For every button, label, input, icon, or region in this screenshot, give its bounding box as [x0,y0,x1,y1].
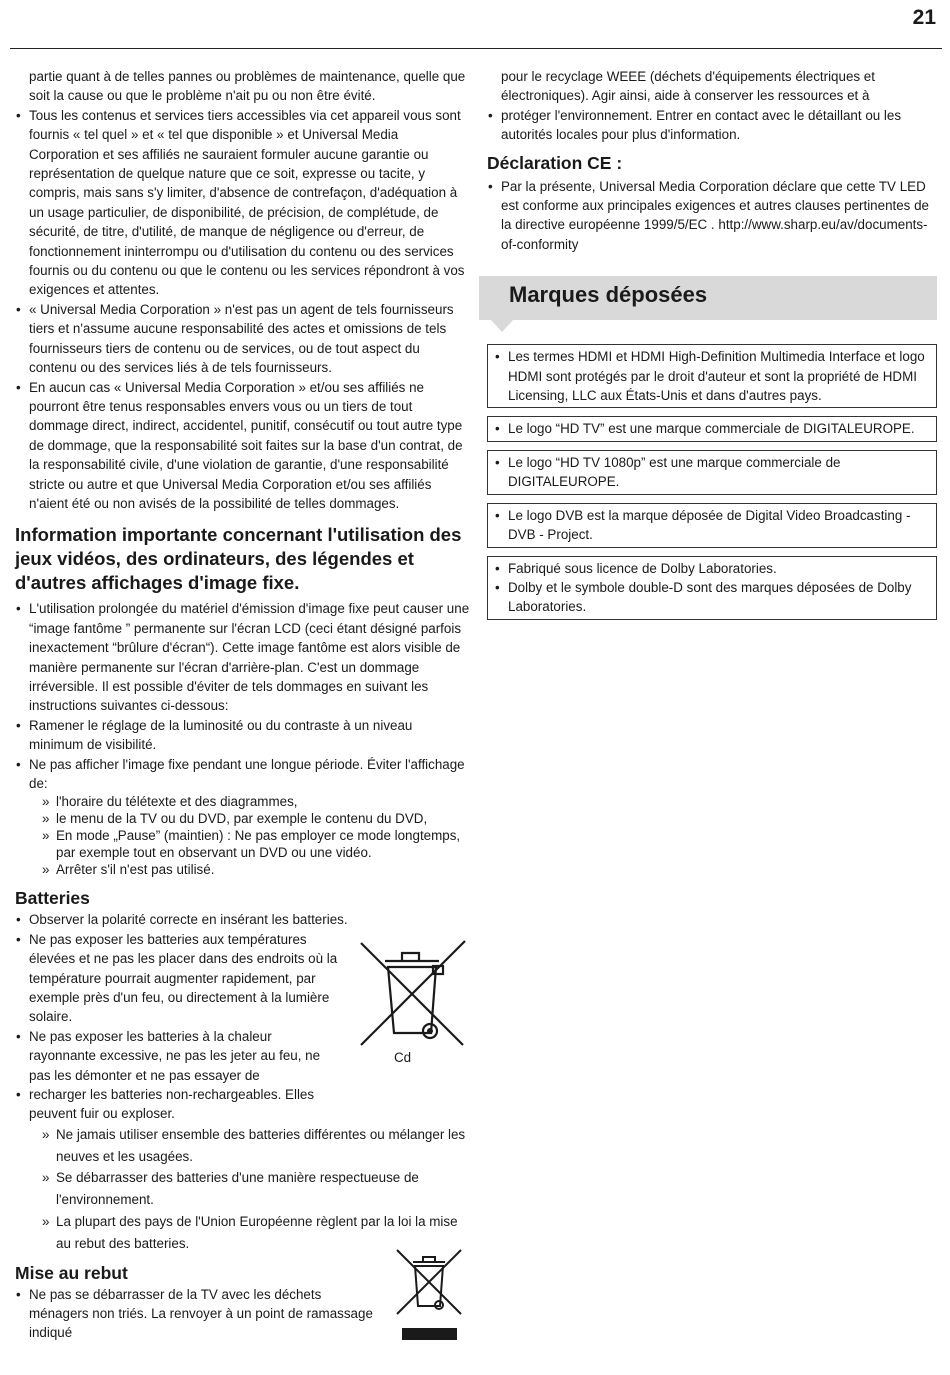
header-rule [10,48,942,49]
sub-item: » Se débarrasser des batteries d'une manière respectueuse de l'environnement. [42,1167,470,1211]
list-item: • Ne pas se débarrasser de la TV avec les déchets ménagers non triés. La renvoyer à un point de ramassage indiqué [15,1285,374,1343]
list-item: • Ne pas exposer les batteries aux températures élevées et ne pas les placer dans des endroits où la température pourrait augmenter rapidement, par exemple près d'un feu, ou directement à la lumière solaire. [15,930,345,1027]
trademark-box-hdtv-1080p [487,450,937,495]
list-item: • Ne pas exposer les batteries à la chaleur rayonnante excessive, ne pas les jeter au feu, ne pas les démonter et ne pas essayer de [15,1027,329,1085]
weee-list [487,106,937,145]
crossed-bin-icon [357,939,469,1069]
list-item: • En aucun cas « Universal Media Corporation » et/ou ses affiliés ne pourront être tenus responsables envers vous ou un tiers de tout dommage direct, indirect, accidentel, punitif, consécutif ou tout autre type de dommage, que la responsabilité soit faites sur la base d'un contrat, de la responsabilité civile, d'une violation de garantie, d'une responsabilité stricte ou autre et que Universal Media Corporation et/ou ses affiliés n'aient été ou non avisés de la possibilité de telles dommages. [15,378,470,514]
list-item: • Le logo DVB est la marque déposée de Digital Video Broadcasting - DVB - Project. [494,506,930,545]
still-image-sublist [15,793,470,878]
trademark-boxes [487,344,937,619]
trademark-box-hdmi [487,344,937,408]
intro-continuation: partie quant à de telles pannes ou problèmes de maintenance, quelle que soit la cause ou que le problème n'ait pu ou non être évité. [29,69,466,104]
list-item: • Par la présente, Universal Media Corporation déclare que cette TV LED est conforme aux principales exigences et autres clauses pertinentes de la directive européenne 1999/5/EC . http://www.sharp.eu/av/documents-of-conformity [487,177,937,255]
sub-item: » Arrêter s'il n'est pas utilisé. [42,861,470,878]
list-item: • L'utilisation prolongée du matériel d'émission d'image fixe peut causer une “image fantôme ” permanente sur l'écran LCD (ceci étant désigné parfois inexactement “brûlure d'écran“). Cette image fantôme est alors visible de manière permanente sur l'écran d'arrière-plan. C'est un dommage irréversible. Il est possible d'éviter de tels dommages en suivant les instructions suivantes ci-dessous: [15,599,470,715]
right-column [487,67,937,628]
list-item: • recharger les batteries non-rechargeables. Elles peuvent fuir ou exploser. [15,1085,329,1124]
sub-item: » En mode „Pause” (maintien) : Ne pas employer ce mode longtemps, par exemple tout en observant un DVD ou une vidéo. [42,827,470,861]
sub-item: » le menu de la TV ou du DVD, par exemple le contenu du DVD, [42,810,470,827]
list-item: • Les termes HDMI et HDMI High-Definition Multimedia Interface et logo HDMI sont protégés par le droit d'auteur et sont la propriété de HDMI Licensing, LLC aux États-Unis et dans d'autres pays. [494,347,930,405]
list-item: • « Universal Media Corporation » n'est pas un agent de tels fournisseurs tiers et n'assume aucune responsabilité des actes et omissions de tels fournisseurs tiers de contenu ou de services, ou de tout aspect du contenu ou des services liés à de tels fournisseurs. [15,300,470,378]
list-item: • Observer la polarité correcte en insérant les batteries. [15,910,470,929]
sub-item: » Ne jamais utiliser ensemble des batteries différentes ou mélanger les neuves et les usagées. [42,1124,470,1168]
trademarks-heading: Marques déposées [509,282,708,308]
sub-item: » La plupart des pays de l'Union Européenne règlent par la loi la mise au rebut des batteries. [42,1211,470,1255]
list-item: • Tous les contenus et services tiers accessibles via cet appareil vous sont fournis « tel quel » et « tel que disponible » et Universal Media Corporation et ses affiliés ne sauraient formuler aucune garantie ou représentation de quelque nature que ce soit, expresse ou tacite, y compris, mais sans s'y limiter, d'absence de contrefaçon, d'adéquation à un usage particulier, de disponibilité, de précision, de complétude, de sécurité, de titre, d'utilité, de manque de négligence ou d'erreur, de fonctionnement ininterrompu ou d'utilisation du contenu ou des services fournis ou du contenu ou que le contenu ou les services répondront à vos exigences et attentes. [15,106,470,300]
left-column [15,67,470,1343]
list-item: • Le logo “HD TV 1080p” est une marque commerciale de DIGITALEUROPE. [494,453,930,492]
list-item: • protéger l'environnement. Entrer en contact avec le détaillant ou les autorités locales pour plus d'information. [487,106,937,145]
liability-list [15,106,470,514]
still-image-list [15,599,470,793]
sub-item: » l'horaire du télétexte et des diagrammes, [42,793,470,810]
still-image-heading: Information importante concernant l'utilisation des jeux vidéos, des ordinateurs, des légendes et d'autres affichages d'image fixe. [15,524,462,594]
list-item: • Ne pas afficher l'image fixe pendant une longue période. Éviter l'affichage de: [15,755,470,794]
disposal-heading: Mise au rebut [15,1262,128,1283]
list-item: • Fabriqué sous licence de Dolby Laboratories. [494,559,930,578]
list-item: • Dolby et le symbole double-D sont des marques déposées de Dolby Laboratories. [494,578,930,617]
banner-tail [491,320,513,332]
list-item: • Le logo “HD TV” est une marque commerciale de DIGITALEUROPE. [494,419,930,438]
ce-list [487,177,937,255]
trademark-box-hdtv [487,416,937,441]
trademark-box-dolby [487,556,937,620]
batteries-sublist [15,1124,470,1255]
page-number: 21 [912,6,936,29]
weee-continuation: pour le recyclage WEEE (déchets d'équipements électriques et électroniques). Agir ainsi, aide à conserver les ressources et à [501,69,875,104]
ce-heading: Déclaration CE : [487,152,623,173]
trademarks-banner [479,276,937,320]
weee-bin-icon [395,1248,463,1342]
list-item: • Ramener le réglage de la luminosité ou du contraste à un niveau minimum de visibilité. [15,716,470,755]
cd-label: Cd [394,1050,412,1065]
batteries-heading: Batteries [15,888,90,909]
trademark-box-dvb [487,503,937,548]
